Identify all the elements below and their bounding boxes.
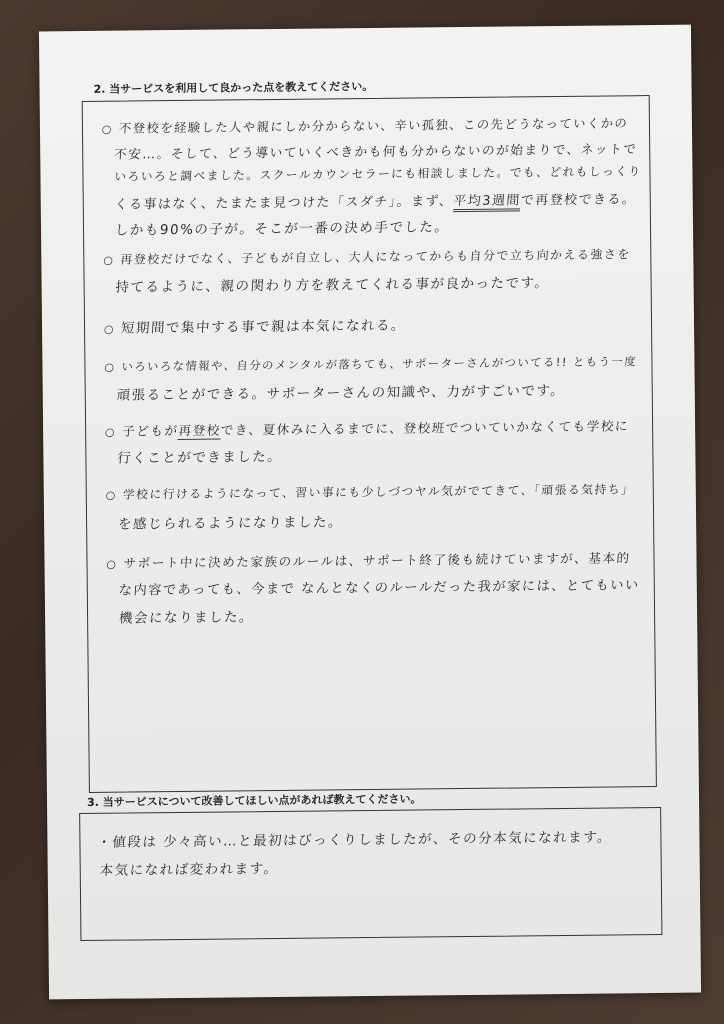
answer-line: ・値段は 少々高い…と最初はびっくりしましたが、その分本気になれます。 xyxy=(96,829,613,851)
bullet-icon: ○ xyxy=(104,425,117,439)
answer-line: 本気になれば変われます。 xyxy=(99,860,279,879)
bullet-icon: ○ xyxy=(104,360,116,374)
answer-line: ○ いろいろな情報や、自分のメンタルが落ちても、サポーターさんがついてる!! ともう一度 xyxy=(104,355,638,374)
answer-line: な内容であっても、今まで なんとなくのルールだった我が家には、とてもいい xyxy=(118,578,641,599)
highlight-text: 平均3週間 xyxy=(453,193,522,212)
bullet-icon: ○ xyxy=(103,322,116,336)
underlined-text: 再登校 xyxy=(178,423,221,440)
answer-line: ○ 学校に行けるようになって、習い事にも少しづつヤル気がでてきて、「頑張る気持ち」 xyxy=(105,482,635,502)
answer-line: 持てるように、親の関わり方を教えてくれる事が良かったです。 xyxy=(115,275,550,296)
bullet-icon: ○ xyxy=(105,488,118,502)
answer-line: 機会になりました。 xyxy=(118,609,255,627)
section2-heading: 2. 当サービスを利用して良かった点を教えてください。 xyxy=(93,79,374,96)
section3-heading: 3. 当サービスについて改善してほしい点があれば教えてください。 xyxy=(86,792,422,809)
answer-line: ○ サポート中に決めた家族のルールは、サポート終了後も続けていますが、基本的 xyxy=(106,550,632,571)
answer-line: ○ 不登校を経験した人や親にしか分からない、辛い孤独、この先どうなっていくかの xyxy=(101,116,629,136)
answer-line: ○ 子どもが再登校でき、夏休みに入るまでに、登校班でついていかなくても学校に xyxy=(104,418,630,439)
answer-line: ○ 短期間で集中する事で親は本気になれる。 xyxy=(103,317,407,337)
bullet-icon: ○ xyxy=(101,122,114,136)
survey-paper xyxy=(39,25,701,1000)
bullet-icon: ○ xyxy=(106,557,118,571)
answer-line: くる事はなく、たまたま見つけた「スダチ」。まず、平均3週間で再登校できる。 xyxy=(114,192,637,213)
bullet-icon: ○ xyxy=(102,253,115,267)
answer-line: 行くことができました。 xyxy=(116,448,283,467)
answer-line: しかも90%の子が。そこが一番の決め手でした。 xyxy=(114,219,450,239)
answer-line: いろいろと調べました。スクールカウンセラーにも相談しました。でも、どれもしっくり xyxy=(114,164,643,184)
answer-line: ○ 再登校だけでなく、子どもが自立し、大人になってからも自分で立ち向かえる強さを xyxy=(102,247,632,267)
answer-line: 不安…。そして、どう導いていくべきかも何も分からないのが始まりで、ネットで xyxy=(113,141,638,162)
answer-line: 頑張ることができる。サポーターさんの知識や、力がすごいです。 xyxy=(116,382,566,404)
answer-line: を感じられるようになりました。 xyxy=(117,514,344,533)
